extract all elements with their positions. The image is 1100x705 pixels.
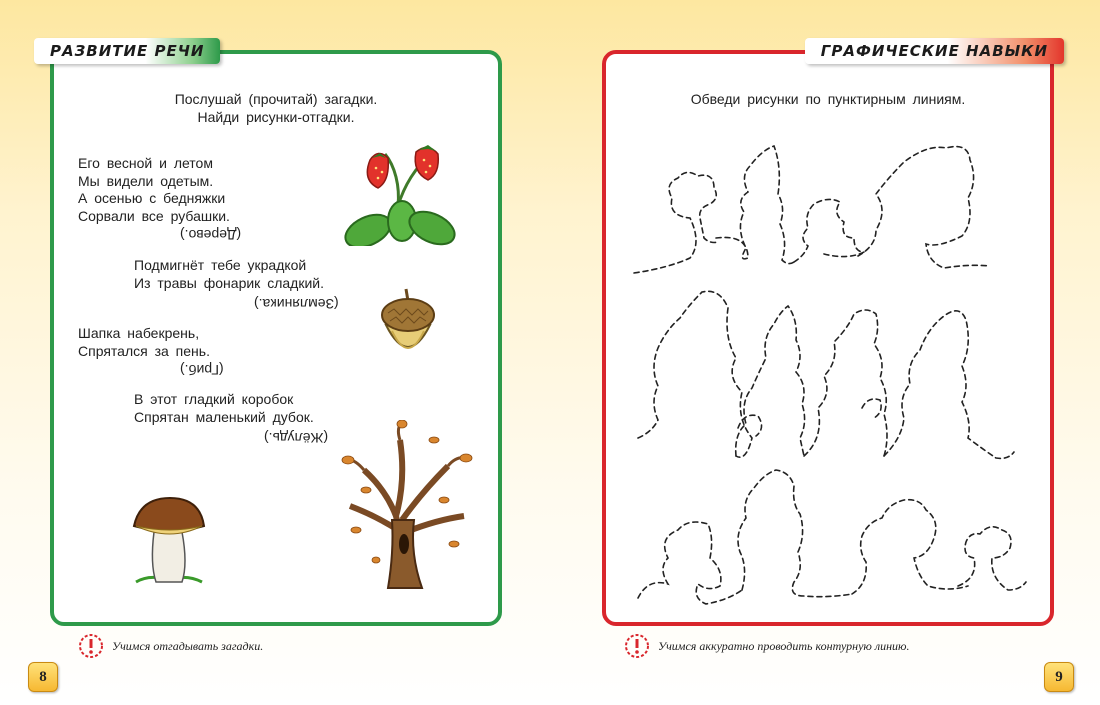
riddle-strawberry (134, 257, 324, 292)
tracing-frame (602, 50, 1054, 626)
page-number-right: 9 (1044, 662, 1074, 692)
left-footer (78, 633, 263, 659)
answer-tree: (Дерево.) (180, 227, 242, 243)
adult-note-icon (624, 633, 650, 659)
dashed-tracing-figures (628, 138, 1028, 608)
right-footer (624, 633, 910, 659)
footer-note-text: Учимся отгадывать загадки. (112, 638, 264, 653)
mushroom-picture (130, 494, 206, 590)
riddle-line: Спрятан маленький дубок. (134, 408, 314, 425)
riddle-line: Его весной и летом (78, 155, 213, 171)
riddle-tree (78, 155, 230, 225)
answer-strawberry: (Земляника.) (254, 296, 339, 312)
riddle-line: Сорвали все рубашки. (78, 207, 230, 224)
riddle-line: Мы видели одетым. (78, 172, 214, 189)
riddle-mushroom (78, 325, 210, 360)
intro-line-1: Послушай (прочитай) загадки. (174, 91, 378, 107)
answer-mushroom: (Гриб.) (180, 362, 224, 378)
adult-note-icon (78, 633, 104, 659)
footer-note-text: Учимся аккуратно проводить контурную линию. (658, 638, 910, 653)
section-title-graphics: ГРАФИЧЕСКИЕ НАВЫКИ (805, 38, 1064, 64)
riddle-line: Шапка набекрень, (78, 325, 200, 341)
riddle-line: Подмигнёт тебе украдкой (134, 257, 307, 273)
riddle-line: В этот гладкий коробок (134, 391, 294, 407)
right-page (550, 0, 1100, 705)
tree-picture (336, 420, 476, 592)
intro-text (54, 90, 498, 126)
acorn-picture (378, 287, 438, 379)
intro-line-2: Найди рисунки-отгадки. (197, 109, 355, 125)
riddle-line: А осенью с бедняжки (78, 190, 226, 206)
answer-acorn: (Жёлудь.) (264, 430, 329, 446)
page-number-left: 8 (28, 662, 58, 692)
riddles-frame (50, 50, 502, 626)
riddle-acorn (134, 391, 314, 426)
riddle-line: Из травы фонарик сладкий. (134, 274, 324, 291)
tracing-instruction: Обведи рисунки по пунктирным линиям. (690, 91, 966, 107)
riddle-line: Спрятался за пень. (78, 342, 210, 359)
section-title-speech: РАЗВИТИЕ РЕЧИ (34, 38, 220, 64)
strawberry-picture (340, 136, 460, 246)
